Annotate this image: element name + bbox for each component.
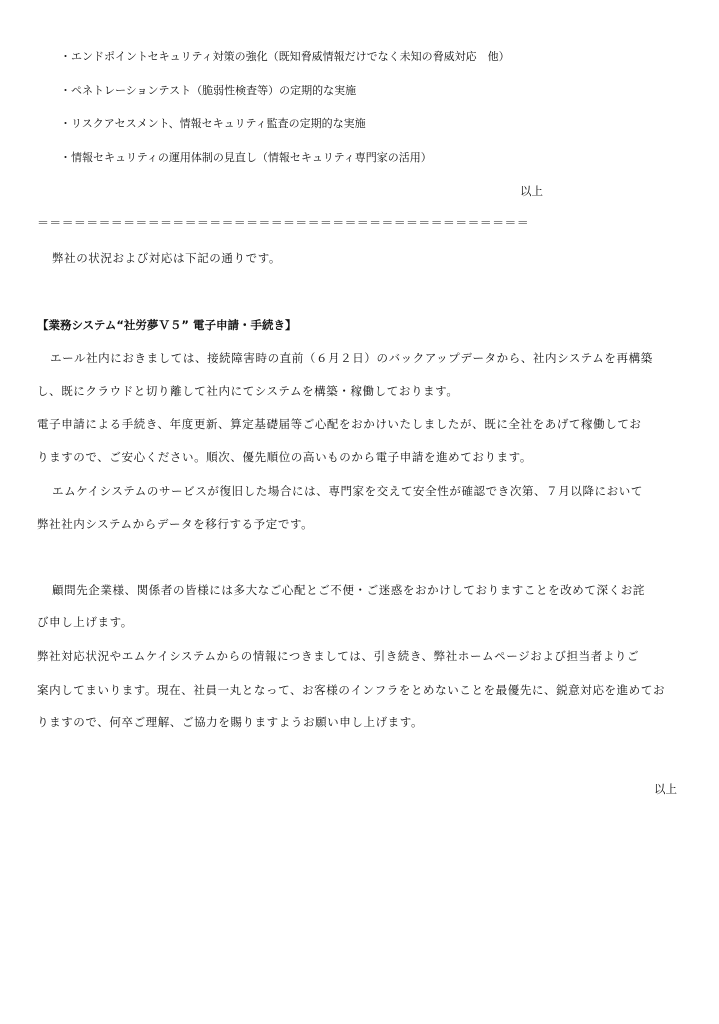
body-line-1: エール社内におきましては、接続障害時の直前（６月２日）のバックアップデータから、社内システムを再構築 (50, 351, 653, 365)
body-line-4: りますので、ご安心ください。順次、優先順位の高いものから電子申請を進めております。 (37, 450, 532, 464)
body-line-6: 弊社社内システムからデータを移行する予定です。 (37, 517, 314, 531)
section-heading: 【業務システム“社労夢Ｖ５” 電子申請・手続き】 (37, 318, 297, 332)
apology-line-5: りますので、何卒ご理解、ご協力を賜りますようお願い申し上げます。 (37, 715, 424, 729)
apology-line-3: 弊社対応状況やエムケイシステムからの情報につきましては、引き続き、弊社ホームページおよび担当者よりご (37, 649, 640, 663)
bullet-operation-review: ・情報セキュリティの運用体制の見直し（情報セキュリティ専門家の活用） (60, 151, 432, 164)
bullet-risk-assessment: ・リスクアセスメント、情報セキュリティ監査の定期的な実施 (60, 117, 366, 130)
closing-mark-1: 以上 (520, 184, 543, 198)
apology-line-2: び申し上げます。 (37, 615, 133, 629)
body-line-3: 電子申請による手続き、年度更新、算定基礎届等ご心配をおかけいたしましたが、既に全社をあげて稼働してお (37, 417, 642, 431)
apology-line-1: 顧問先企業様、関係者の皆様には多大なご心配とご不便・ご迷惑をおかけしておりますことを改めて深くお詫 (52, 583, 645, 597)
closing-mark-2: 以上 (654, 782, 677, 796)
body-line-2: し、既にクラウドと切り離して社内にてシステムを構築・稼働しております。 (37, 384, 459, 398)
body-line-5: エムケイシステムのサービスが復旧した場合には、専門家を交えて安全性が確認でき次第、７月以降において (52, 484, 643, 498)
apology-line-4: 案内してまいります。現在、社員一丸となって、お客様のインフラをとめないことを最優先に、鋭意対応を進めてお (37, 683, 666, 697)
separator-line: ＝＝＝＝＝＝＝＝＝＝＝＝＝＝＝＝＝＝＝＝＝＝＝＝＝＝＝＝＝＝＝＝＝＝＝＝＝＝＝＝ (37, 216, 530, 230)
bullet-endpoint-security: ・エンドポイントセキュリティ対策の強化（既知脅威情報だけでなく未知の脅威対応 他） (60, 50, 510, 63)
intro-text: 弊社の状況および対応は下記の通りです。 (52, 251, 281, 265)
bullet-penetration-test: ・ペネトレーションテスト（脆弱性検査等）の定期的な実施 (60, 84, 357, 97)
